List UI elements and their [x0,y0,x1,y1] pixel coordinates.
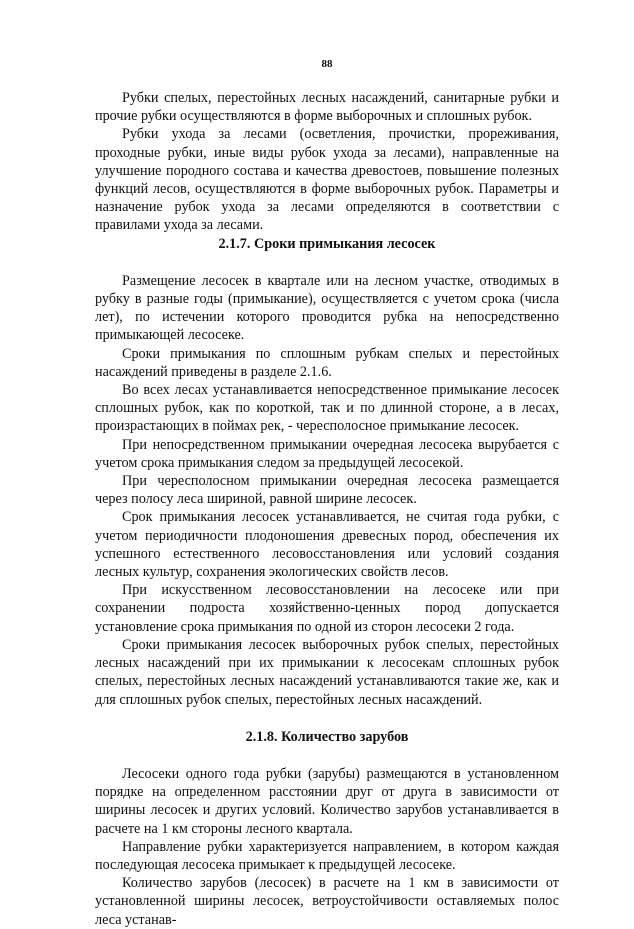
paragraph: Размещение лесосек в квартале или на лесном участке, отводимых в рубку в разные годы (примыкание), осуществляется с учетом срока (числа лет), по истечении которого проводится рубка на непосредственно примыкающей лесосеке. [95,272,559,344]
section-heading: 2.1.8. Количество зарубов [245,728,409,745]
page-number: 88 [321,58,333,70]
paragraph: При непосредственном примыкании очередная лесосека вырубается с учетом срока примыкания следом за предыдущей лесосекой. [95,436,559,471]
paragraph: Лесосеки одного года рубки (зарубы) размещаются в установленном порядке на определенном расстоянии друг от друга в зависимости от ширины лесосек и других условий. Количество зарубов устанавливается в расчете на 1 км стороны лесного квартала. [95,765,559,837]
document-page [95,58,559,929]
paragraph: Сроки примыкания лесосек выборочных рубок спелых, перестойных лесных насаждений при их примыкании к лесосекам сплошных рубок спелых, перестойных лесных насаждений устанавливаются такие же, как и для сплошных рубок спелых, перестойных лесных насаждений. [95,636,559,708]
section-heading: 2.1.7. Сроки примыкания лесосек [218,235,436,252]
paragraph: Рубки ухода за лесами (осветления, прочистки, прореживания, проходные рубки, иные виды рубок ухода за лесами), направленные на улучшение породного состава и качества древостоев, повышение полезных функций лесов, осуществляются в форме выборочных рубок. Параметры и назначение рубок ухода за лесами определяются в соответствии с правилами ухода за лесами. [95,126,559,234]
paragraph: При чересполосном примыкании очередная лесосека размещается через полосу леса шириной, равной ширине лесосек. [95,473,559,508]
paragraph: При искусственном лесовосстановлении на лесосеке или при сохранении подроста хозяйственно-ценных пород допускается установление срока примыкания по одной из сторон лесосеки 2 года. [95,582,559,635]
paragraph: Количество зарубов (лесосек) в расчете на 1 км в зависимости от установленной ширины лесосек, ветроустойчивости оставляемых полос леса устанав- [95,875,559,928]
paragraph: Направление рубки характеризуется направлением, в котором каждая последующая лесосека примыкает к предыдущей лесосеке. [95,838,559,873]
paragraph: Сроки примыкания по сплошным рубкам спелых и перестойных насаждений приведены в разделе 2.1.6. [95,345,559,380]
paragraph: Во всех лесах устанавливается непосредственное примыкание лесосек сплошных рубок, как по короткой, так и по длинной стороне, а в лесах, произрастающих в поймах рек, - чересполосное примыкание лесосек. [95,382,559,435]
paragraph: Срок примыкания лесосек устанавливается, не считая года рубки, с учетом периодичности плодоношения древесных пород, обеспечения их успешного естественного лесовосстановления или условий создания лесных культур, сохранения экологических свойств лесов. [95,509,559,581]
paragraph: Рубки спелых, перестойных лесных насаждений, санитарные рубки и прочие рубки осуществляются в форме выборочных и сплошных рубок. [95,90,559,125]
